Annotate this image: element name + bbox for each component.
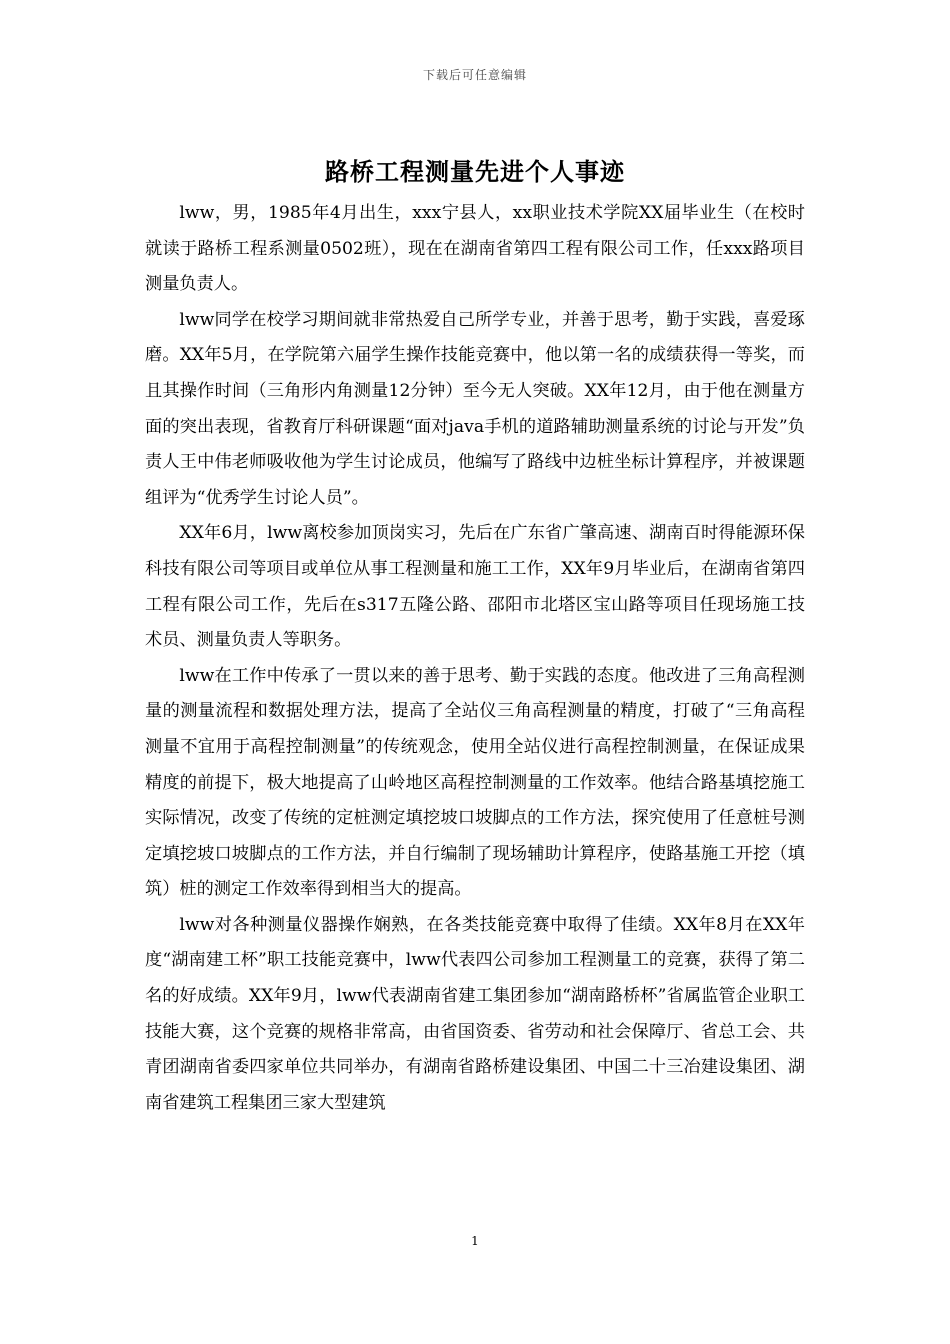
paragraph: lww对各种测量仪器操作娴熟，在各类技能竞赛中取得了佳绩。XX年8月在XX年度“湖南建工杯”职工技能竞赛中，lww代表四公司参加工程测量工的竞赛，获得了第二名的好成绩。XX年9月，lww代表湖南省建工集团参加“湖南路桥杯”省属监管企业职工技能大赛，这个竞赛的规格非常高，由省国资委、省劳动和社会保障厅、省总工会、共青团湖南省委四家单位共同举办，有湖南省路桥建设集团、中国二十三冶建设集团、湖南省建筑工程集团三家大型建筑 [145,914,805,1113]
paragraph: lww在工作中传承了一贯以来的善于思考、勤于实践的态度。他改进了三角高程测量的测量流程和数据处理方法，提高了全站仪三角高程测量的精度，打破了“三角高程测量不宜用于高程控制测量”的传统观念，使用全站仪进行高程控制测量，在保证成果精度的前提下，极大地提高了山岭地区高程控制测量的工作效率。他结合路基填挖施工实际情况，改变了传统的定桩测定填挖坡口坡脚点的工作方法，探究使用了任意桩号测定填挖坡口坡脚点的工作方法，并自行编制了现场辅助计算程序，使路基施工开挖（填筑）桩的测定工作效率得到相当大的提高。 [145,665,805,900]
paragraph: lww，男，1985年4月出生，xxx宁县人，xx职业技术学院XX届毕业生（在校时就读于路桥工程系测量0502班），现在在湖南省第四工程有限公司工作，任xxx路项目测量负责人。 [145,203,805,295]
header-note: 下载后可任意编辑 [422,68,527,82]
paragraph: XX年6月，lww离校参加顶岗实习，先后在广东省广肇高速、湖南百时得能源环保科技有限公司等项目或单位从事工程测量和施工工作，XX年9月毕业后，在湖南省第四工程有限公司工作，先后在s317五隆公路、邵阳市北塔区宝山路等项目任现场施工技术员、测量负责人等职务。 [145,523,805,651]
paragraph: lww同学在校学习期间就非常热爱自己所学专业，并善于思考，勤于实践，喜爱琢磨。XX年5月，在学院第六届学生操作技能竞赛中，他以第一名的成绩获得一等奖，而且其操作时间（三角形内角测量12分钟）至今无人突破。XX年12月，由于他在测量方面的突出表现，省教育厅科研课题“面对java手机的道路辅助测量系统的讨论与开发”负责人王中伟老师吸收他为学生讨论成员，他编写了路线中边桩坐标计算程序，并被课题组评为“优秀学生讨论人员”。 [145,309,805,508]
document-body [145,196,805,1121]
page-number: 1 [471,1234,479,1248]
document-title: 路桥工程测量先进个人事迹 [325,157,625,186]
